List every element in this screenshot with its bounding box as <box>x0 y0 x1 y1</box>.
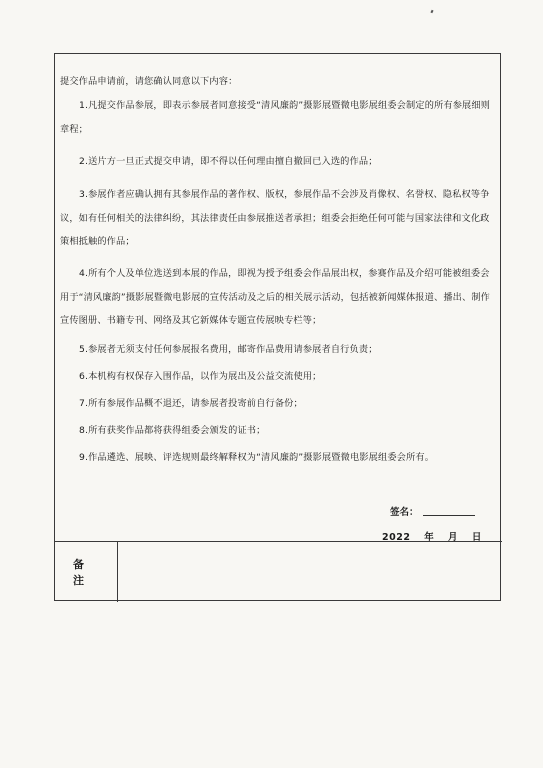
signature-field[interactable] <box>390 504 475 518</box>
clause-6: 6.本机构有权保存入围作品，以作为展出及公益交流使用； <box>79 371 322 382</box>
clause-1: 1.凡提交作品参展，即表示参展者同意接受“清风廉韵”摄影展暨微电影展组委会制定的所有参展细则章程； <box>60 100 491 135</box>
clause-4: 4.所有个人及单位选送到本展的作品，即视为授予组委会作品展出权，参赛作品及介绍可能被组委会用于“清风廉韵”摄影展暨微电影展的宣传活动及之后的相关展示活动，包括被新闻媒体报道、播出、制作宣传图册、书籍专刊、网络及其它新媒体专题宣传展映专栏等； <box>60 268 491 326</box>
clause-7: 7.所有参展作品概不退还，请参展者投寄前自行备份； <box>79 398 303 409</box>
clause-8: 8.所有获奖作品都将获得组委会颁发的证书； <box>79 425 266 436</box>
date-line: 2022 年 月 日 <box>382 532 482 543</box>
clause-2: 2.送片方一旦正式提交申请，即不得以任何理由擅自撤回已入选的作品； <box>79 156 378 167</box>
signature-label: 签名： <box>390 507 419 518</box>
clause-9: 9.作品遴选、展映、评选规则最终解释权为“清风廉韵”摄影展暨微电影展组委会所有。 <box>79 452 435 463</box>
remark-row <box>55 541 502 602</box>
clause-5: 5.参展者无须支付任何参展报名费用，邮寄作品费用请参展者自行负责； <box>79 344 378 355</box>
signature-line <box>423 515 475 516</box>
clause-3: 3.参展作者应确认拥有其参展作品的著作权、版权，参展作品不会涉及肖像权、名誉权、隐私权等争议，如有任何相关的法律纠纷，其法律责任由参展推送者承担；组委会拒绝任何可能与国家法律和文化政策相抵触的作品； <box>60 189 490 247</box>
intro-text: 提交作品申请前，请您确认同意以下内容： <box>60 76 238 87</box>
remark-label: 备注 <box>55 542 118 602</box>
consent-cell <box>55 54 502 541</box>
remark-cell[interactable] <box>118 542 502 602</box>
paper-speck <box>430 10 433 14</box>
form-table <box>54 53 501 601</box>
